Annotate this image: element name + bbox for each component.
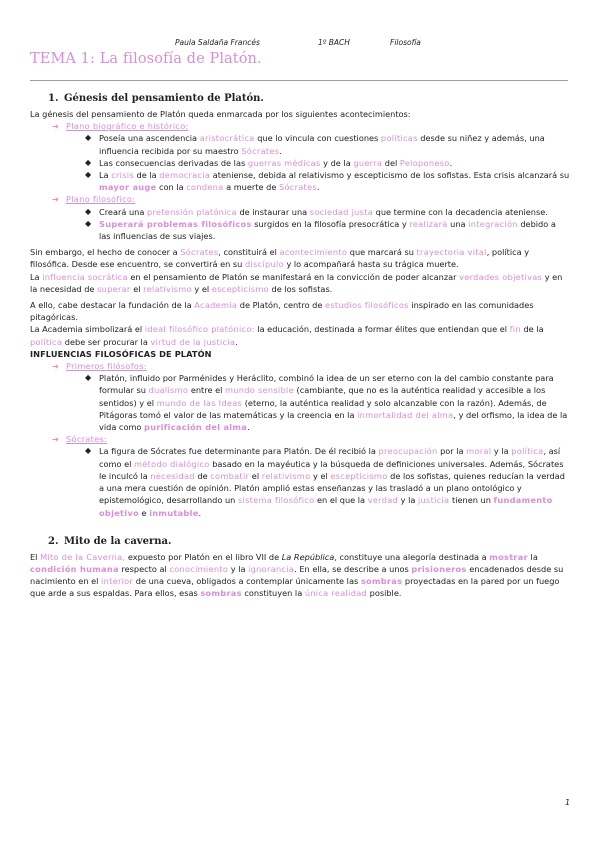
diamond-bullet-icon: ◆ <box>85 446 92 456</box>
plano-filosofico-label: Plano filosófico: <box>66 194 136 205</box>
section-1-heading <box>48 92 570 105</box>
paragraph: La Academia simbolizará el ideal filosófico platónico: la educación, destinada a formar élites que entiendan que el fin de la política debe ser procurar la virtud de la justicia. <box>30 324 544 347</box>
plano-biografico-label: Plano biográfico e histórico: <box>66 121 189 132</box>
bullet-item: ◆ Creará una pretensión platónica de instaurar una sociedad justa que termine con la decadencia ateniense. <box>85 206 548 217</box>
diamond-bullet-icon: ◆ <box>85 206 92 216</box>
socrates-label: Sócrates: <box>66 434 108 445</box>
section-1-title: Génesis del pensamiento de Platón. <box>64 93 264 104</box>
section-1-number: 1. <box>48 93 59 104</box>
diamond-bullet-icon: ◆ <box>85 218 92 228</box>
header-course: 1º BACH <box>318 38 350 47</box>
primeros-filosofos-item <box>52 360 570 372</box>
section-2-title: Mito de la caverna. <box>64 535 172 547</box>
section-2-number: 2. <box>48 535 59 547</box>
paragraph: A ello, cabe destacar la fundación de la Academia de Platón, centro de estudios filosóficos inspirado en las comunidades pitagóricas. <box>30 300 534 323</box>
paragraph: Sin embargo, el hecho de conocer a Sócrates, constituirá el acontecimiento que marcará su trayectoria vital, política y filosófica. Desde ese encuentro, se convertirá en su discípulo y lo acompañará hasta su trágica muerte. <box>30 247 530 270</box>
arrow-right-icon: ➔ <box>52 361 59 372</box>
page-number: 1 <box>565 798 571 807</box>
bullet-item: ◆ La crisis de la democracia ateniense, debida al relativismo y escepticismo de los sofistas. Esta crisis alcanzará su mayor auge con la condena a muerte de Sócrates. <box>85 170 570 193</box>
title-divider <box>30 80 568 81</box>
section-1-intro: La génesis del pensamiento de Platón queda enmarcada por los siguientes acontecimientos: <box>30 109 411 119</box>
bullet-item: ◆ Las consecuencias derivadas de las guerras médicas y de la guerra del Peloponeso. <box>85 157 453 168</box>
plano-filosofico-item <box>52 193 570 205</box>
primeros-filosofos-label: Primeros filósofos: <box>66 361 147 372</box>
bullet-item: ◆ La figura de Sócrates fue determinante para Platón. De él recibió la preocupación por la moral y la política, así como el método dialógico basado en la mayéutica y la búsqueda de definiciones universales. Además, Sócrates le inculcó la necesidad de combatir el relativismo y el escepticismo de los sofistas, quienes reducían la verdad a una mera cuestión de opinión. Platón amplió estas enseñanzas y las trasladó a un plano ontológico y epistemológico, desarrollando un sistema filosófico en el que la verdad y la justicia tienen un fundamento objetivo e inmutable. <box>85 446 565 518</box>
header-author: Paula Saldaña Francés <box>175 38 260 47</box>
bullet-item: ◆ Superará problemas filosóficos surgidos en la filosofía presocrática y realizará una integración debido a las influencias de sus viajes. <box>85 218 556 242</box>
bullet-item: ◆ Poseía una ascendencia aristocrática que lo vincula con cuestiones políticas desde su niñez y además, una influencia recibida por su maestro Sócrates. <box>85 133 545 156</box>
diamond-bullet-icon: ◆ <box>85 157 92 167</box>
arrow-right-icon: ➔ <box>52 434 59 445</box>
document-body <box>30 92 570 600</box>
arrow-right-icon: ➔ <box>52 121 59 132</box>
influencias-heading: INFLUENCIAS FILOSÓFICAS DE PLATÓN <box>30 348 212 359</box>
section-2-heading <box>48 535 570 548</box>
diamond-bullet-icon: ◆ <box>85 373 92 383</box>
plano-biografico-item <box>52 120 570 132</box>
page-title: TEMA 1: La filosofía de Platón. <box>30 51 262 67</box>
paragraph: El Mito de la Caverna, expuesto por Platón en el libro VII de La República, constituye una alegoría destinada a mostrar la condición humana respecto al conocimiento y la ignorancia. En ella, se describe a unos prisioneros encadenados desde su nacimiento en el interior de una cueva, obligados a contemplar únicamente las sombras proyectadas en la pared por un fuego que arde a sus espaldas. Para ellos, esas sombras constituyen la única realidad posible. <box>30 551 564 599</box>
paragraph: La influencia socrática en el pensamiento de Platón se manifestará en la convicción de poder alcanzar verdades objetivas y en la necesidad de superar el relativismo y el escepticismo de los sofistas. <box>30 271 563 294</box>
socrates-item <box>52 433 570 445</box>
arrow-right-icon: ➔ <box>52 194 59 205</box>
diamond-bullet-icon: ◆ <box>85 170 92 180</box>
header-subject: Filosofía <box>390 38 421 47</box>
diamond-bullet-icon: ◆ <box>85 133 92 143</box>
bullet-item: ◆ Platón, influido por Parménides y Heráclito, combinó la idea de un ser eterno con la del cambio constante para formular su dualismo entre el mundo sensible (cambiante, que no es la auténtica realidad y accesible a los sentidos) y el mundo de las Ideas (eterno, la auténtica realidad y solo alcanzable con la razón). Además, de Pitágoras tomó el valor de las matemáticas y la creencia en la inmortalidad del alma, y del orfismo, la idea de la vida como purificación del alma. <box>85 373 568 433</box>
